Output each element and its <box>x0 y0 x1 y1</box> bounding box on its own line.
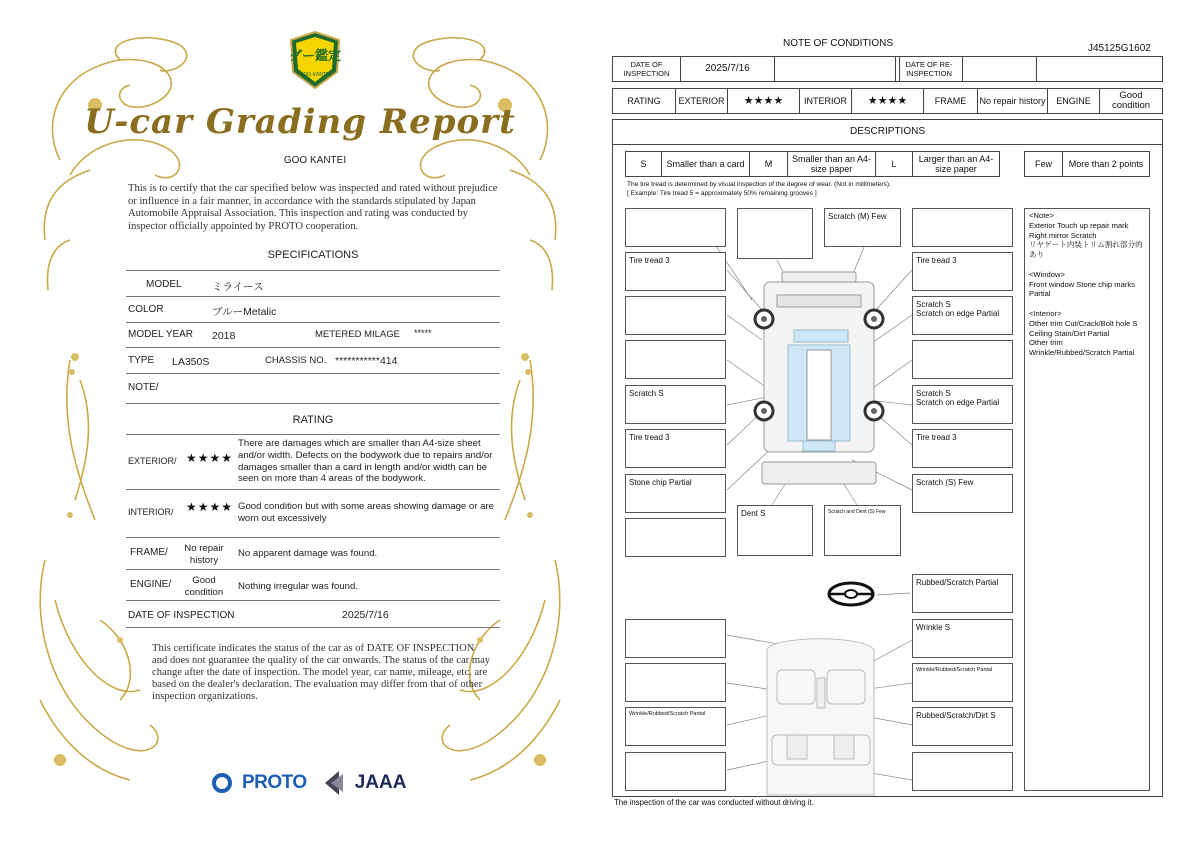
note-box-scratch-m: Scratch (M) Few <box>824 208 901 247</box>
note-box <box>912 752 1013 791</box>
note-box <box>625 340 726 379</box>
divider <box>126 434 500 435</box>
divider <box>126 403 500 404</box>
frame-label: FRAME <box>924 89 978 113</box>
tire-note-line-1: The tire tread is determined by visual inspection of the degree of wear. (Not in millimeters). <box>627 181 891 188</box>
tire-note-line-2: [ Example: Tire tread 5 = approximately 50% remaining grooves ] <box>627 190 817 197</box>
date-of-inspection-value: 2025/7/16 <box>342 609 389 621</box>
divider <box>126 627 500 628</box>
engine-label: ENGINE/ <box>130 579 172 590</box>
frame-description: No apparent damage was found. <box>238 548 378 559</box>
size-legend <box>625 151 1000 177</box>
color-label: COLOR <box>128 304 164 315</box>
jaaa-logo-text: JAAA <box>354 772 407 793</box>
chassis-value: ***********414 <box>335 355 398 367</box>
interior-label: INTERIOR <box>800 89 852 113</box>
engine-label: ENGINE <box>1048 89 1100 113</box>
metered-milage-label: METERED MILAGE <box>315 329 400 340</box>
exterior-stars: ★★★★ <box>728 89 800 113</box>
date-row <box>612 56 1163 82</box>
note-box <box>625 296 726 335</box>
logos <box>212 770 406 796</box>
interior-stars: ★★★★ <box>186 500 234 514</box>
model-value: ミライース <box>212 281 264 293</box>
note-box-tire-rr: Tire tread 3 <box>912 429 1013 468</box>
badge-text: グー鑑定 <box>288 49 342 64</box>
note-box-int-3: Wrinkle/Rubbed/Scratch Partial <box>912 663 1013 702</box>
date-inspection-value: 2025/7/16 <box>681 57 775 81</box>
legend-s-desc: Smaller than a card <box>662 152 750 176</box>
note-box-tire-rl: Tire tread 3 <box>625 429 726 468</box>
model-year-value: 2018 <box>212 330 236 342</box>
proto-logo-text: PROTO <box>242 772 307 793</box>
jaaa-logo-icon <box>323 770 345 796</box>
engine-description: Nothing irregular was found. <box>238 581 358 592</box>
divider <box>126 489 500 490</box>
divider <box>126 296 500 297</box>
steering-wheel-icon <box>829 583 873 605</box>
legend-few: Few <box>1025 152 1063 176</box>
note-box-right-4: Scratch S Scratch on edge Partial <box>912 385 1013 424</box>
certificate-footer: This certificate indicates the status of the car as of DATE OF INSPECTION and does not guarantee the quality of the car onwards. The status of the car may change after the date of inspection. The model year, car name, mileage, etc. are based on the dealer's declaration. The evaluation may differ from that of other inspection organizations. <box>152 643 491 702</box>
divider <box>1036 56 1037 82</box>
note-box-right-6: Scratch (S) Few <box>912 474 1013 513</box>
note-box-left-4: Scratch S <box>625 385 726 424</box>
frame-value: No repair history <box>184 543 224 566</box>
note-box-int-4: Rubbed/Scratch/Dirt S <box>912 707 1013 746</box>
note-box-int-1: Rubbed/Scratch Partial <box>912 574 1013 613</box>
note-box-int-left-3: Wrinkle/Rubbed/Scratch Partial <box>625 707 726 746</box>
report-subtitle: GOO KANTEI <box>283 155 347 166</box>
descriptions-title: DESCRIPTIONS <box>849 126 925 137</box>
note-box <box>625 208 726 247</box>
note-box <box>625 619 726 658</box>
color-value: ブルーMetalic <box>212 306 277 318</box>
sheet-footer: The inspection of the car was conducted without driving it. <box>614 798 814 807</box>
divider <box>612 144 1163 145</box>
interior-stars: ★★★★ <box>852 89 924 113</box>
rating-title: RATING <box>292 414 334 426</box>
note-box-left-6: Stone chip Partial <box>625 474 726 513</box>
note-box-right-2: Scratch S Scratch on edge Partial <box>912 296 1013 335</box>
certify-text: This is to certify that the car specified below was inspected and rated without prejudice or influence in a fair manner, in accordance with the standards stipulated by Japan Automobile Appraisal Association. This inspection and rating was conducted by inspector officially appointed by PROTO cooperation. <box>128 183 498 232</box>
legend-l-desc: Larger than an A4-size paper <box>918 154 994 174</box>
interior-label: INTERIOR/ <box>128 507 174 517</box>
date-of-inspection-label: DATE OF INSPECTION <box>128 610 235 621</box>
date-empty-2 <box>963 57 1037 81</box>
sheet-title: NOTE OF CONDITIONS <box>783 38 893 49</box>
date-reinspection-label: DATE OF RE-INSPECTION <box>895 57 963 81</box>
note-box <box>912 340 1013 379</box>
note-box-int-2: Wrinkle S <box>912 619 1013 658</box>
type-value: LA350S <box>172 356 210 368</box>
note-box <box>625 663 726 702</box>
exterior-description: There are damages which are smaller than A4-size sheet and/or width. Defects on the bodywork due to repairs and/or damages smaller than a card in length and/or width can be seen on more than 4 areas of the bodywork. <box>238 438 493 485</box>
note-box-dent: Dent S <box>737 505 813 556</box>
divider <box>126 322 500 323</box>
note-box <box>625 518 726 557</box>
few-legend <box>1024 151 1150 177</box>
legend-m: M <box>750 152 788 176</box>
chassis-label: CHASSIS NO. <box>265 355 327 366</box>
note-box <box>912 208 1013 247</box>
metered-milage-value: ***** <box>414 328 432 338</box>
divider <box>126 347 500 348</box>
frame-value: No repair history <box>978 89 1048 113</box>
date-inspection-label: DATE OF INSPECTION <box>613 57 681 81</box>
divider <box>126 569 500 570</box>
legend-few-desc: More than 2 points <box>1068 159 1144 169</box>
exterior-stars: ★★★★ <box>186 451 234 465</box>
rating-label: RATING <box>613 89 676 113</box>
rating-row <box>612 88 1163 114</box>
goo-kantei-badge-icon <box>287 30 343 90</box>
report-title: U-car Grading Report <box>84 102 516 142</box>
divider <box>126 270 500 271</box>
notes-panel: <Note> Exterior Touch up repair mark Right mirror Scratch リヤゲート内装トリム割れ部分的あり <Window> Front window Stone chip marks Partial <Interior> Other trim Cut/Crack/Bolt hole S Ceiling Stain/Dirt Partial Other trim Wrinkle/Rubbed/Scratch Partial <box>1024 208 1150 791</box>
engine-value: Good condition <box>184 575 224 598</box>
badge-sub: GOO KANTEI <box>299 72 331 78</box>
tire-note <box>627 180 891 198</box>
exterior-label: EXTERIOR/ <box>128 456 177 466</box>
note-label: NOTE/ <box>128 382 159 393</box>
divider <box>126 537 500 538</box>
model-label: MODEL <box>146 279 182 290</box>
legend-l: L <box>876 152 913 176</box>
note-box-tire-fl: Tire tread 3 <box>625 252 726 291</box>
model-year-label: MODEL YEAR <box>128 329 194 340</box>
type-label: TYPE <box>128 355 155 366</box>
divider <box>126 373 500 374</box>
engine-value: Good condition <box>1111 90 1151 111</box>
divider <box>126 600 500 601</box>
legend-m-desc: Smaller than an A4-size paper <box>788 152 876 176</box>
sheet-doc-id: J45125G1602 <box>1088 43 1151 54</box>
exterior-label: EXTERIOR <box>676 89 728 113</box>
frame-label: FRAME/ <box>130 547 168 558</box>
note-box <box>625 752 726 791</box>
note-box-scratch-dent: Scratch and Dent (S) Few <box>824 505 901 556</box>
specifications-title: SPECIFICATIONS <box>267 249 359 261</box>
note-box-tire-fr: Tire tread 3 <box>912 252 1013 291</box>
proto-logo-icon <box>212 772 232 794</box>
interior-description: Good condition but with some areas showing damage or are worn out excessively <box>238 501 494 524</box>
note-box <box>737 208 813 259</box>
legend-s: S <box>626 152 662 176</box>
